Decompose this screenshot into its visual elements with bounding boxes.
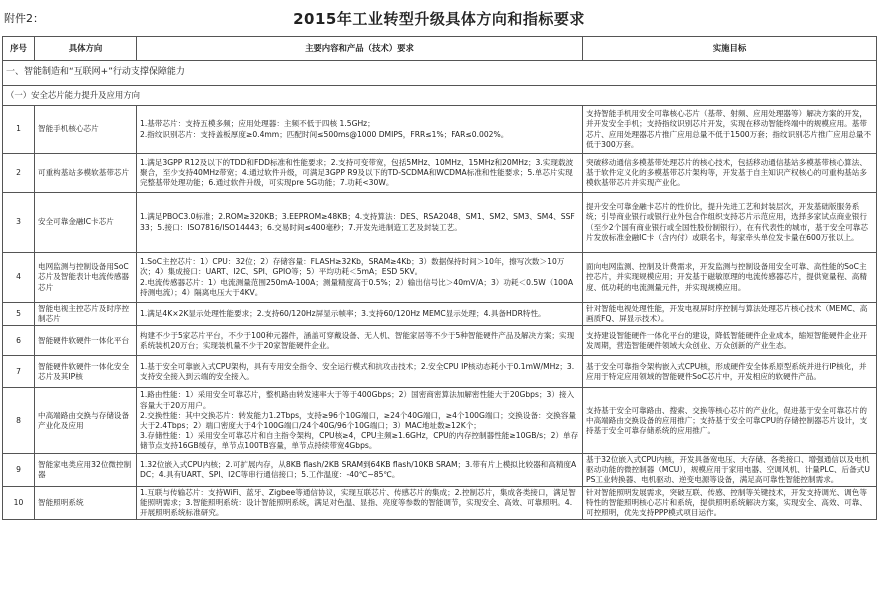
row-content: 1.基带芯片：支持五模多频；应用处理器：主频不低于四核 1.5GHz； 2.指纹识别芯片：支持盖板厚度≥0.4mm；匹配时间≤500ms@1000 DMIPS，FRR≤1%；FAR≤0.002%。 <box>137 106 583 154</box>
section-row <box>3 61 877 86</box>
table-row <box>3 253 877 303</box>
row-target: 突破移动通信多模基带处理芯片的核心技术，包括移动通信基站多模基带核心算法、基于软件定义化的多模基带芯片架构等，开发基于自主知识产权核心的可重构基站多模软基带芯片并实现产业化。 <box>583 154 877 193</box>
table-row <box>3 154 877 193</box>
row-number: 10 <box>3 487 35 520</box>
row-number: 9 <box>3 454 35 487</box>
subsection-title: （一）安全芯片能力提升及应用方向 <box>3 86 877 106</box>
row-number: 3 <box>3 193 35 253</box>
row-target: 基于安全可靠指令架构嵌入式CPU核，形成硬件安全体系原型系统并进行IP核化，并应用于特定应用领域的智能硬件SoC芯片中，开发相应的软硬件产品。 <box>583 356 877 388</box>
row-number: 2 <box>3 154 35 193</box>
requirements-table <box>2 36 877 520</box>
row-target: 基于32位嵌入式CPU内核，开发具备宽电压、大存储、各类接口、增强通信以及电机驱动功能的微控制器（MCU），规模应用于家用电器、空调风机、计量PLC、后备式UPS工业转换器、电机驱动、逆变电源等设备，满足高可靠性智能控制需求。 <box>583 454 877 487</box>
table-row <box>3 487 877 520</box>
header-content: 主要内容和产品（技术）要求 <box>137 37 583 61</box>
header-target: 实施目标 <box>583 37 877 61</box>
table-row <box>3 388 877 454</box>
row-content: 1.满足3GPP R12及以下的TDD和FDD标准和性能要求；2.支持可变带宽，包括5MHz、10MHz、15MHz和20MHz；3.实现载波聚合，至少支持40MHz带宽；4.通过软件升级，可满足3GPP R9及以下的TD-SCDMA和WCDMA标准和性能要求；5.单芯片实现完整基带处理功能；6.通过软件升级，可实现pre 5G功能；7.功耗<30W。 <box>137 154 583 193</box>
row-number: 8 <box>3 388 35 454</box>
row-direction: 智能硬件软硬件一体化安全芯片及其IP核 <box>35 356 137 388</box>
row-target: 支持基于安全可靠路由、搜索、交换等核心芯片的产业化，促进基于安全可靠芯片的中高端路由交换设备的应用推广；支持基于安全可靠CPU的存储控制器芯片设计，支持基于安全可靠存储系统的应用推广。 <box>583 388 877 454</box>
row-content: 1.32位嵌入式CPU内核；2.可扩展内存，从8KB flash/2KB SRAM到64KB flash/10KB SRAM；3.带有片上模拟比较器和高精度ADC；4.具有UART、SPI、I2C等串行通信接口；5.工作温度：-40℃~85℃。 <box>137 454 583 487</box>
row-content: 1.SoC主控芯片：1）CPU：32位；2）存储容量：FLASH≥32Kb，SRAM≥4Kb；3）数据保持时间＞10年，擦写次数＞10万次；4）集成接口：UART、I2C、SPI、GPIO等；5）平均功耗＜5mA；ESD 5KV。 2.电流传感器芯片：1）电流测量范围250mA-100A；测量精度高于0.5%；2）输出信号比＞40mV/A；3）功耗＜0.5W（100A持测电流）；4）隔离电压大于4KV。 <box>137 253 583 303</box>
row-target: 提升安全可靠金融卡芯片的性价比，提升先进工艺和封装层次，开发基础版服务系统；引导商业银行或银行业外包合作组织支持芯片示范应用，选择多家试点商业银行（至少2个国有商业银行或全国性股份制银行），在有代表性的城市，基于安全可靠芯片发放标准金融IC卡（含内付）或联名卡，每家牵头单位发卡量在600万张以上。 <box>583 193 877 253</box>
row-number: 6 <box>3 326 35 356</box>
row-number: 4 <box>3 253 35 303</box>
row-direction: 电网监测与控制设备用SoC芯片及智能表计电流传感器芯片 <box>35 253 137 303</box>
header-row <box>3 37 877 61</box>
row-target: 针对智能电视处理性能，开发电视屏时序控制与算法处理芯片核心技术（MEMC、高画质FQ、屏显示技术）。 <box>583 303 877 326</box>
row-direction: 智能电视主控芯片及时序控制芯片 <box>35 303 137 326</box>
row-direction: 可重构基站多模软基带芯片 <box>35 154 137 193</box>
row-target: 支持建设智能硬件一体化平台的建设，降低智能硬件企业成本，缩短智能硬件企业开发周期，营造智能硬件领域大众创业、万众创新的产业生态。 <box>583 326 877 356</box>
table-row <box>3 454 877 487</box>
row-content: 1.满足PBOC3.0标准；2.ROM≥320KB；3.EEPROM≥48KB；4.支持算法：DES、RSA2048、SM1、SM2、SM3、SM4、SSF33；5.接口：ISO7816/ISO14443；6.交易时间≤400毫秒；7.开发先进制造工艺及封装工艺。 <box>137 193 583 253</box>
row-content: 构建不少于5家芯片平台，不少于100种元器件，涵盖可穿戴设备、无人机、智能家居等不少于5种智能硬件产品及解决方案；实现系统装机20万台；实现装机量不少于20家智能硬件企业。 <box>137 326 583 356</box>
table-row <box>3 356 877 388</box>
row-direction: 智能照明系统 <box>35 487 137 520</box>
row-number: 1 <box>3 106 35 154</box>
row-target: 面向电网监测、控制及计费需求，开发监测与控制设备用安全可靠、高性能的SoC主控芯片，并实现规模应用；开发基于磁敏原理的电流传感器芯片，提供宽量程、高精度、低功耗的电流测量元件，并实现规模应用。 <box>583 253 877 303</box>
row-number: 5 <box>3 303 35 326</box>
row-direction: 中高端路由交换与存储设备产业化及应用 <box>35 388 137 454</box>
table-row <box>3 106 877 154</box>
row-content: 1.满足4K×2K显示处理性能要求；2.支持60/120Hz屏显示帧率；3.支持60/120Hz MEMC显示处理；4.具备HDR特性。 <box>137 303 583 326</box>
row-direction: 智能家电类应用32位微控制器 <box>35 454 137 487</box>
row-target: 针对智能照明发展需求，突破互联、传感、控制等关键技术，开发支持调光、调色等特性的智能照明核心芯片和系统，提供照明系统解决方案，实现安全、高效、可靠、可控照明，优先支持PPP模式项目运作。 <box>583 487 877 520</box>
header-direction: 具体方向 <box>35 37 137 61</box>
row-content: 1.基于安全可靠嵌入式CPU架构，具有专用安全指令、安全运行模式和抗攻击技术；2.安全CPU IP核动态耗小于0.1mW/MHz；3.支持安全接入到云端的安全接入。 <box>137 356 583 388</box>
row-direction: 智能手机核心芯片 <box>35 106 137 154</box>
subsection-row <box>3 86 877 106</box>
document-title: 2015年工业转型升级具体方向和指标要求 <box>293 10 585 28</box>
row-direction: 智能硬件软硬件一体化平台 <box>35 326 137 356</box>
row-content: 1.互联与传输芯片：支持WiFi、蓝牙、Zigbee等通信协议，实现互联芯片、传感芯片的集成；2.控制芯片，集成各类接口，满足智能照明需求；3.智能照明系统：设计智能照明系统，满足对色温、显指、亮度等参数的智能调节，实现安全、高效、可靠照明。4.开展照明系统标准研究。 <box>137 487 583 520</box>
row-number: 7 <box>3 356 35 388</box>
table-row <box>3 303 877 326</box>
row-content: 1.路由性能：1）采用安全可靠芯片，整机路由转发速率大于等于400Gbps；2）国密商密算法加解密性能大于20Gbps；3）接入容量大于20万用户。 2.交换性能：其中交换芯片：转发能力1.2Tbps，支持≥96个10G端口，≥24个40G端口，≥4个100G端口；交换设备：交换容量大于2.4Tbps；2）端口密度大于4个100G端口/24个40G/96个10G端口；3）MAC地址数≥12K个； 3.存储性能：1）采用安全可靠芯片和自主指令架构，CPU核≥4，CPU主频≥1.6GHz，CPU的内存控制器性能≥10GB/s；2）单存储节点支持16GB缓存，单节点100TB容量，单节点持续带宽4Gbps。 <box>137 388 583 454</box>
header-no: 序号 <box>3 37 35 61</box>
attachment-label: 附件2： <box>4 12 44 25</box>
row-target: 支持智能手机用安全可靠核心芯片（基带、射频、应用处理器等）解决方案的开发，并开发安全手机；支持指纹识别芯片开发，实现在移动智能终端中的规模应用。基带芯片、应用处理器芯片推广应用总量不低于1500万套；指纹识别芯片推广应用总量不低于300万套。 <box>583 106 877 154</box>
table-row <box>3 193 877 253</box>
table-row <box>3 326 877 356</box>
section-title: 一、智能制造和“互联网+”行动支撑保障能力 <box>3 61 877 86</box>
row-direction: 安全可靠金融IC卡芯片 <box>35 193 137 253</box>
